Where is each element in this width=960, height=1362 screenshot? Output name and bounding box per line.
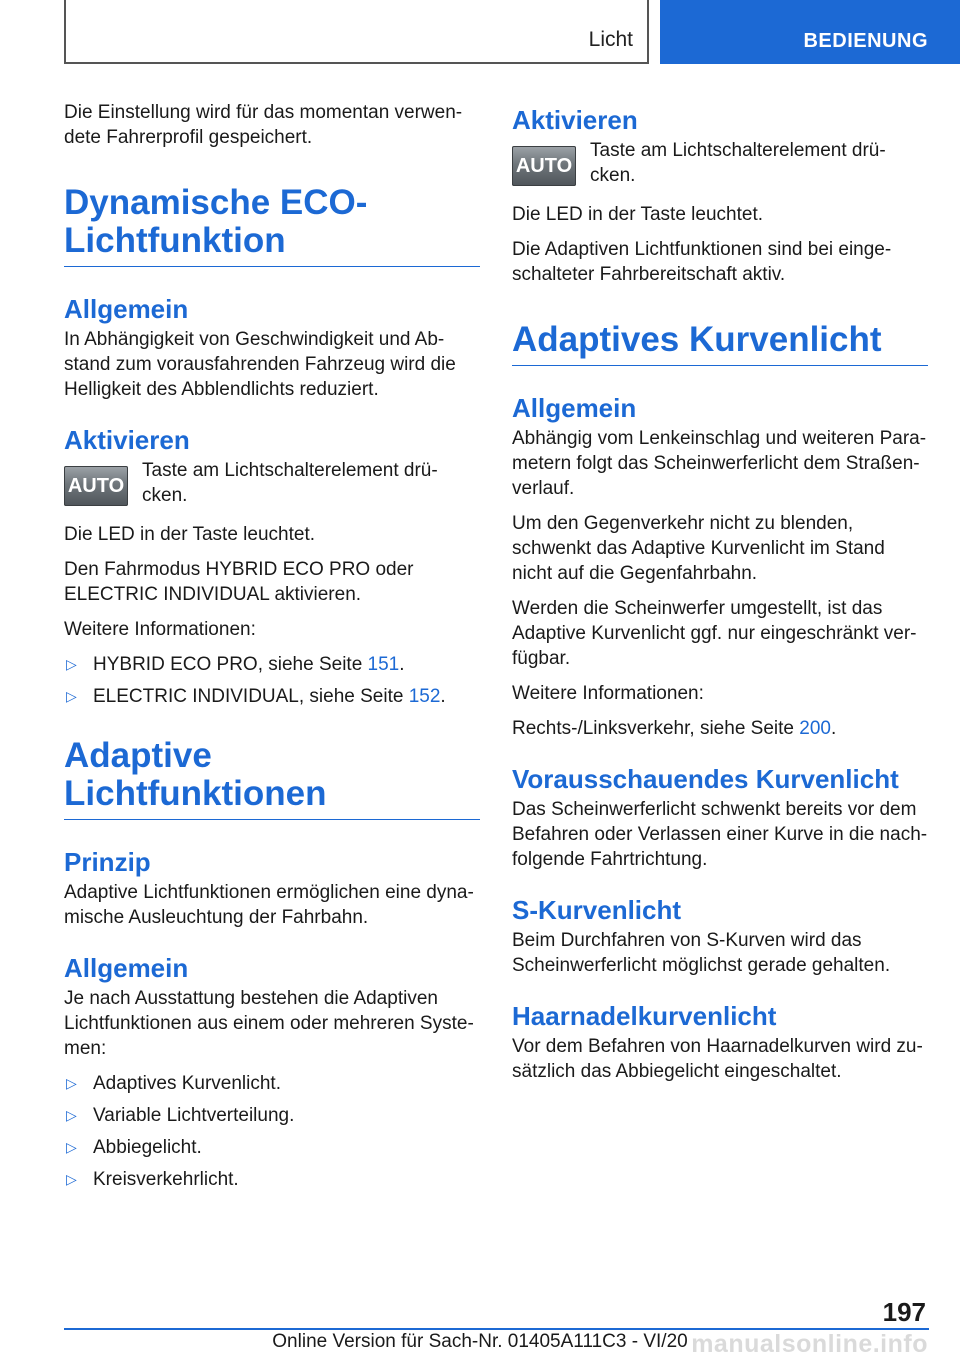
triangle-bullet-icon: ▷ — [66, 1107, 77, 1123]
list-item-text: Variable Lichtverteilung. — [93, 1105, 295, 1126]
systems-list — [64, 1071, 480, 1192]
page-number: 197 — [882, 1297, 926, 1327]
heading-s-kurvenlicht: S-Kurvenlicht — [512, 895, 682, 925]
auto-instruction-text: Taste am Lichtschalterelement drü- cken. — [590, 140, 886, 186]
allgemein-right-text: Abhängig vom Lenkeinschlag und weiteren Para- metern folgt das Scheinwerferlicht dem Straßen- verlauf. — [512, 428, 927, 499]
auto-instruction-left — [64, 458, 480, 508]
heading-dynamische-eco: Dynamische ECO- Lichtfunktion — [64, 184, 480, 267]
list-item — [64, 652, 480, 677]
heading-allgemein-2: Allgemein — [64, 953, 189, 983]
auto-instruction-right — [512, 138, 928, 188]
list-item — [64, 1167, 480, 1192]
allgemein-1-text: In Abhängigkeit von Geschwindigkeit und Ab- stand zum vorausfahrenden Fahrzeug wird die Helligkeit des Abblendlichts reduziert. — [64, 329, 456, 400]
intro-text: Die Einstellung wird für das momentan verwen- dete Fahrerprofil gespeichert. — [64, 102, 463, 148]
auto-instruction-text: Taste am Lichtschalterelement drü- cken. — [142, 460, 438, 506]
triangle-bullet-icon: ▷ — [66, 1171, 77, 1187]
ref-suffix: . — [440, 686, 446, 707]
umgestellt-text: Werden die Scheinwerfer umgestellt, ist das Adaptive Kurvenlicht ggf. nur eingeschränkt ver- fügbar. — [512, 598, 917, 669]
heading-haarnadelkurvenlicht: Haarnadelkurvenlicht — [512, 1001, 777, 1031]
triangle-bullet-icon: ▷ — [66, 1075, 77, 1091]
ref-suffix: . — [830, 718, 837, 739]
page-link[interactable]: 152 — [408, 686, 441, 707]
gegenverkehr-text: Um den Gegenverkehr nicht zu blenden, schwenkt das Adaptive Kurvenlicht im Stand nicht auf die Gegenfahrbahn. — [512, 513, 885, 584]
right-column — [512, 96, 928, 1094]
voraus-text: Das Scheinwerferlicht schwenkt bereits vor dem Befahren oder Verlassen einer Kurve in die nach- folgende Fahrtrichtung. — [512, 799, 928, 870]
list-item-text: Abbiegelicht. — [93, 1137, 202, 1158]
page-link[interactable]: 151 — [367, 654, 400, 675]
haarnadel-text: Vor dem Befahren von Haarnadelkurven wird zu- sätzlich das Abbiegelicht eingeschaltet. — [512, 1036, 923, 1082]
heading-aktivieren-left: Aktivieren — [64, 425, 190, 455]
left-column — [64, 100, 480, 1202]
list-item — [64, 1071, 480, 1096]
watermark: manualsonline.info — [691, 1330, 928, 1358]
triangle-bullet-icon: ▷ — [66, 1139, 77, 1155]
online-version-text: Online Version für Sach-Nr. 01405A111C3 - VI/20 — [272, 1331, 688, 1352]
auto-button-icon: AUTO — [512, 146, 576, 186]
weitere-info-right: Weitere Informationen: — [512, 683, 704, 704]
chapter-tab-label: BEDIENUNG — [803, 30, 928, 52]
header-section-title: Licht — [588, 28, 633, 51]
ref-text: Rechts-/Linksverkehr, siehe Seite — [512, 718, 800, 739]
weitere-info-left: Weitere Informationen: — [64, 619, 256, 640]
heading-vorausschauendes-kurvenlicht: Vorausschauendes Kurvenlicht — [512, 764, 899, 794]
reference-line — [512, 716, 928, 741]
heading-allgemein-1: Allgemein — [64, 294, 189, 324]
ref-suffix: . — [399, 654, 405, 675]
fahrmodus-text: Den Fahrmodus HYBRID ECO PRO oder ELECTRIC INDIVIDUAL aktivieren. — [64, 559, 414, 605]
heading-prinzip: Prinzip — [64, 847, 151, 877]
led-text-right: Die LED in der Taste leuchtet. — [512, 204, 764, 225]
heading-allgemein-right: Allgemein — [512, 393, 637, 423]
ref-text: ELECTRIC INDIVIDUAL, siehe Seite — [93, 686, 409, 707]
allgemein-2-text: Je nach Ausstattung bestehen die Adaptiven Lichtfunktionen aus einem oder mehreren Syste- men: — [64, 988, 474, 1059]
reference-list — [64, 652, 480, 709]
triangle-bullet-icon: ▷ — [66, 688, 77, 704]
page-link[interactable]: 200 — [799, 718, 831, 739]
heading-adaptives-kurvenlicht: Adaptives Kurvenlicht — [512, 321, 928, 366]
list-item — [64, 1103, 480, 1128]
list-item — [64, 1135, 480, 1160]
fahrbereit-text: Die Adaptiven Lichtfunktionen sind bei einge- schalteter Fahrbereitschaft aktiv. — [512, 239, 892, 285]
led-text-left: Die LED in der Taste leuchtet. — [64, 524, 316, 545]
list-item-text: Kreisverkehrlicht. — [93, 1169, 239, 1190]
heading-aktivieren-right: Aktivieren — [512, 105, 638, 135]
prinzip-text: Adaptive Lichtfunktionen ermöglichen eine dyna- mische Ausleuchtung der Fahrbahn. — [64, 882, 474, 928]
list-item-text: Adaptives Kurvenlicht. — [93, 1073, 281, 1094]
ref-text: HYBRID ECO PRO, siehe Seite — [93, 654, 368, 675]
triangle-bullet-icon: ▷ — [66, 656, 77, 672]
header-box — [64, 0, 649, 64]
auto-button-icon: AUTO — [64, 466, 128, 506]
heading-adaptive-lichtfunktionen: Adaptive Lichtfunktionen — [64, 737, 480, 820]
s-kurven-text: Beim Durchfahren von S-Kurven wird das Scheinwerferlicht möglichst gerade gehalten. — [512, 930, 891, 976]
chapter-tab — [660, 0, 960, 64]
list-item — [64, 684, 480, 709]
